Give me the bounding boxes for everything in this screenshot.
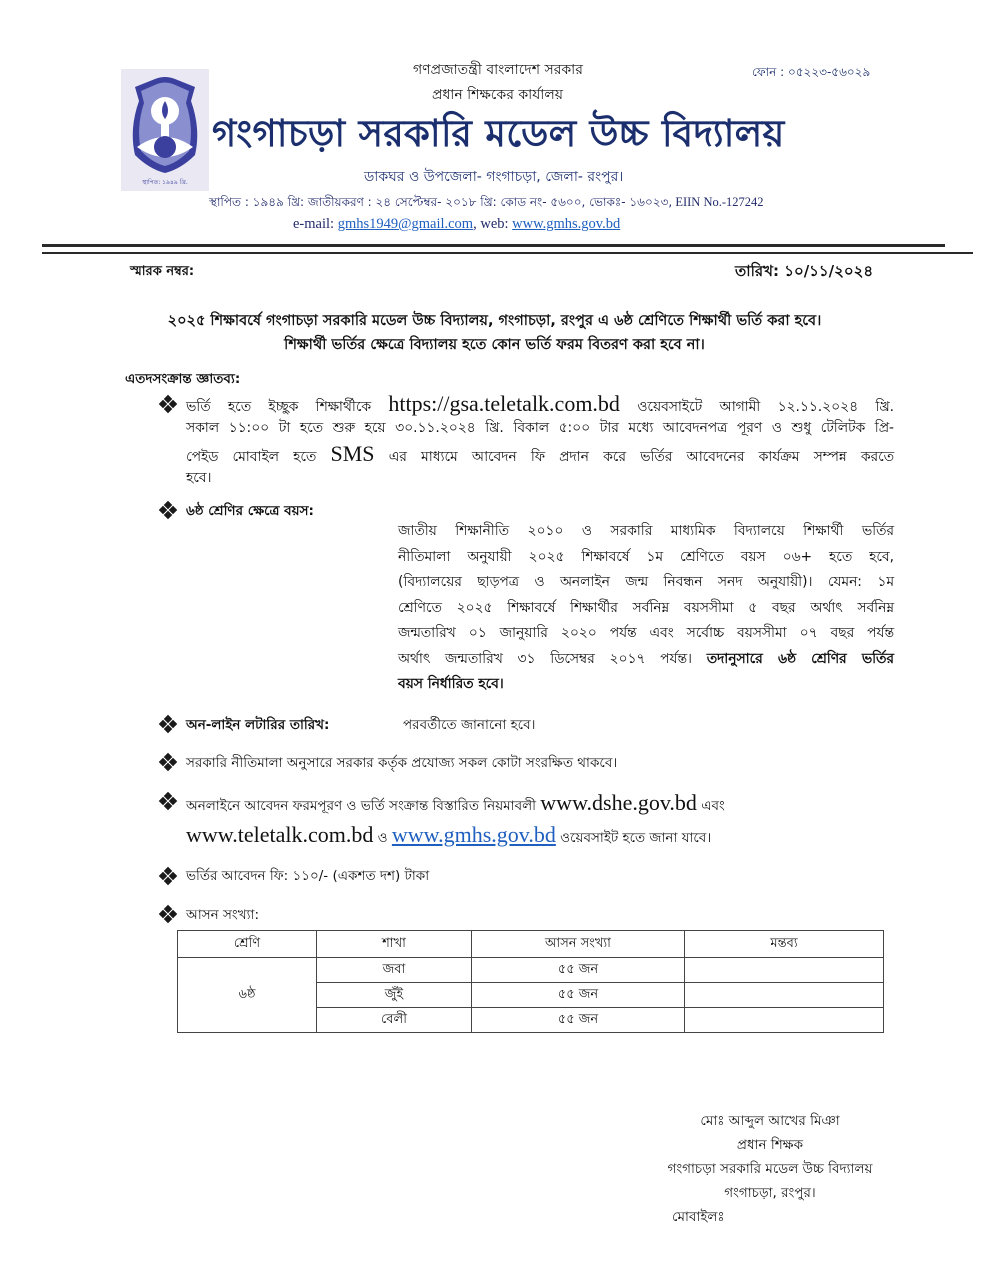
rules-line-1 [186,790,725,818]
remarks-cell [685,958,884,983]
header-divider-bottom [42,252,973,254]
header-class: শ্রেণি [178,931,317,958]
rules-text-2: ওয়েবসাইট হতে জানা যাবে। [555,830,712,846]
government-name: গণপ্রজাতন্ত্রী বাংলাদেশ সরকার [413,62,583,78]
seats-heading: আসন সংখ্যা: [186,907,259,923]
rules-text: অনলাইনে আবেদন ফরমপূরণ ও ভর্তি সংক্রান্ত বিস্তারিত নিয়মাবলী [186,798,541,814]
four-diamond-bullet-icon [160,754,176,770]
phone-number: ফোন : ০৫২২৩-৫৬০২৯ [752,65,871,79]
age-line: জন্মতারিখ ০১ জানুয়ারি ২০২০ পর্যন্ত এবং সর্বোচ্চ বয়সসীমা ০৭ বছর পর্যন্ত [398,625,894,641]
dshe-website: www.dshe.gov.bd [540,790,697,815]
application-fee: ভর্তির আবেদন ফি: ১১০/- (একশত দশ) টাকা [186,868,430,884]
memo-number-label: স্মারক নম্বর: [130,264,195,279]
age-line: (বিদ্যালয়ের ছাড়পত্র ও অনলাইন জন্ম নিবন্ধন সনদ অনুযায়ী)। যেমন: ১ম [398,574,894,590]
rules-and: এবং [696,798,725,814]
mobile-label: মোবাইলঃ [672,1209,725,1225]
four-diamond-bullet-icon [160,906,176,922]
remarks-cell [685,983,884,1008]
section-cell: জুঁই [317,983,472,1008]
section-cell: জবা [317,958,472,983]
age-paragraph [398,519,894,698]
sms-text: SMS [330,441,375,466]
office-name: প্রধান শিক্ষকের কার্যালয় [432,87,564,103]
age-line: নীতিমালা অনুযায়ী ২০২৫ শিক্ষাবর্ষে ১ম শ্রেণিতে বয়স ০৬+ হতে হবে, [398,548,894,565]
remarks-cell [685,1008,884,1033]
section-cell: বেলী [317,1008,472,1033]
school-crest-logo [121,69,209,191]
intro-line-1: ২০২৫ শিক্ষাবর্ষে গংগাচড়া সরকারি মডেল উচ্চ বিদ্যালয়, গংগাচড়া, রংপুর এ ৬ষ্ঠ শ্রেণিতে শিক্ষার্থী ভর্তি করা হবে। [167,313,822,329]
age-line: জাতীয় শিক্ষানীতি ২০১০ ও সরকারি মাধ্যমিক বিদ্যালয়ে শিক্ষার্থী ভর্তির [398,523,894,539]
age-line-6-bold: তদানুসারে ৬ষ্ঠ শ্রেণির ভর্তির [706,650,894,667]
header-remarks: মন্তব্য [685,931,884,958]
email-link[interactable]: gmhs1949@gmail.com [337,216,474,232]
header-seats: আসন সংখ্যা [472,931,685,958]
class-cell: ৬ষ্ঠ [178,958,317,1033]
header-divider-top [42,244,945,247]
application-text-2: ওয়েবসাইটে আগামী ১২.১১.২০২৪ খ্রি. [619,399,894,415]
four-diamond-bullet-icon [160,793,176,809]
application-text-4: এর মাধ্যমে আবেদন ফি প্রদান করে ভর্তির আবেদনের কার্যক্রম সম্পন্ন করতে [374,449,894,465]
application-text-3: পেইড মোবাইল হতে [186,449,331,465]
notes-heading: এতদসংক্রান্ত জ্ঞাতব্য: [125,371,241,387]
age-heading: ৬ষ্ঠ শ্রেণির ক্ষেত্রে বয়স: [186,503,314,519]
application-paragraph [186,391,894,491]
signatory-school: গংগাচড়া সরকারি মডেল উচ্চ বিদ্যালয় [667,1161,873,1177]
intro-line-2: শিক্ষার্থী ভর্তির ক্ষেত্রে বিদ্যালয় হতে কোন ভর্তি ফরম বিতরণ করা হবে না। [284,337,705,353]
age-line-6-text: অর্থাৎ জন্মতারিখ ৩১ ডিসেম্বর ২০১৭ পর্যন্ত। [398,650,707,667]
age-line: শ্রেণিতে ২০২৫ শিক্ষাবর্ষে শিক্ষার্থীর সর্বনিম্ন বয়সসীমা ৫ বছর অর্থাৎ সর্বনিম্ন [398,599,894,616]
lottery-date-value: পরবর্তীতে জানানো হবে। [403,717,536,733]
gmhs-website-link[interactable]: www.gmhs.gov.bd [391,822,556,847]
logo-caption: স্থাপিত: ১৯৪৯ খ্রি. [142,179,188,186]
table-header-row [178,931,884,958]
email-label: e-mail: [293,216,338,232]
document-date: তারিখ: ১০/১১/২০২৪ [735,262,874,280]
eiin-number: EIIN No.-127242 [672,195,764,209]
seats-cell: ৫৫ জন [472,958,685,983]
rules-line-2 [186,822,711,850]
four-diamond-bullet-icon [160,868,176,884]
web-label: , web: [473,216,513,232]
application-text-1: ভর্তি হতে ইচ্ছুক শিক্ষার্থীকে [186,399,389,415]
age-line-7: বয়স নির্ধারিত হবে। [398,676,504,692]
header-section: শাখা [317,931,472,958]
four-diamond-bullet-icon [160,396,176,412]
application-line-4: হবে। [186,470,212,486]
application-line-2: সকাল ১১:০০ টা হতে শুরু হয়ে ৩০.১১.২০২৪ খ্রি. বিকাল ৫:০০ টার মধ্যে আবেদনপত্র পূরণ ও শুধু টেলিটক প্রি- [186,420,894,436]
teletalk-url: https://gsa.teletalk.com.bd [388,391,620,416]
school-address: ডাকঘর ও উপজেলা- গংগাচড়া, জেলা- রংপুর। [364,169,624,185]
four-diamond-bullet-icon [160,502,176,518]
website-link[interactable]: www.gmhs.gov.bd [512,216,621,232]
signatory-location: গংগাচড়া, রংপুর। [724,1185,816,1201]
establishment-text: স্থাপিত : ১৯৪৯ খ্রি: জাতীয়করণ : ২৪ সেপ্টেম্বর- ২০১৮ খ্রি: কোড নং- ৫৬০০, ভোকঃ- ১৬০২৩, [209,195,673,209]
quota-note: সরকারি নীতিমালা অনুসারে সরকার কর্তৃক প্রযোজ্য সকল কোটা সংরক্ষিত থাকবে। [186,755,618,771]
lottery-date-label: অন-লাইন লটারির তারিখ: [186,717,330,733]
four-diamond-bullet-icon [160,716,176,732]
seats-cell: ৫৫ জন [472,1008,685,1033]
contact-info [293,216,620,233]
seats-cell: ৫৫ জন [472,983,685,1008]
teletalk-website: www.teletalk.com.bd [186,822,374,847]
signatory-name: মোঃ আব্দুল আখের মিঞা [700,1113,840,1129]
crest-icon [121,69,209,191]
signatory-designation: প্রধান শিক্ষক [736,1137,804,1153]
rules-and-2: ও [373,830,392,846]
school-title: গংগাচড়া সরকারি মডেল উচ্চ বিদ্যালয় [212,112,785,155]
seats-table [177,930,884,1033]
establishment-info [209,194,764,214]
table-row [178,958,884,983]
